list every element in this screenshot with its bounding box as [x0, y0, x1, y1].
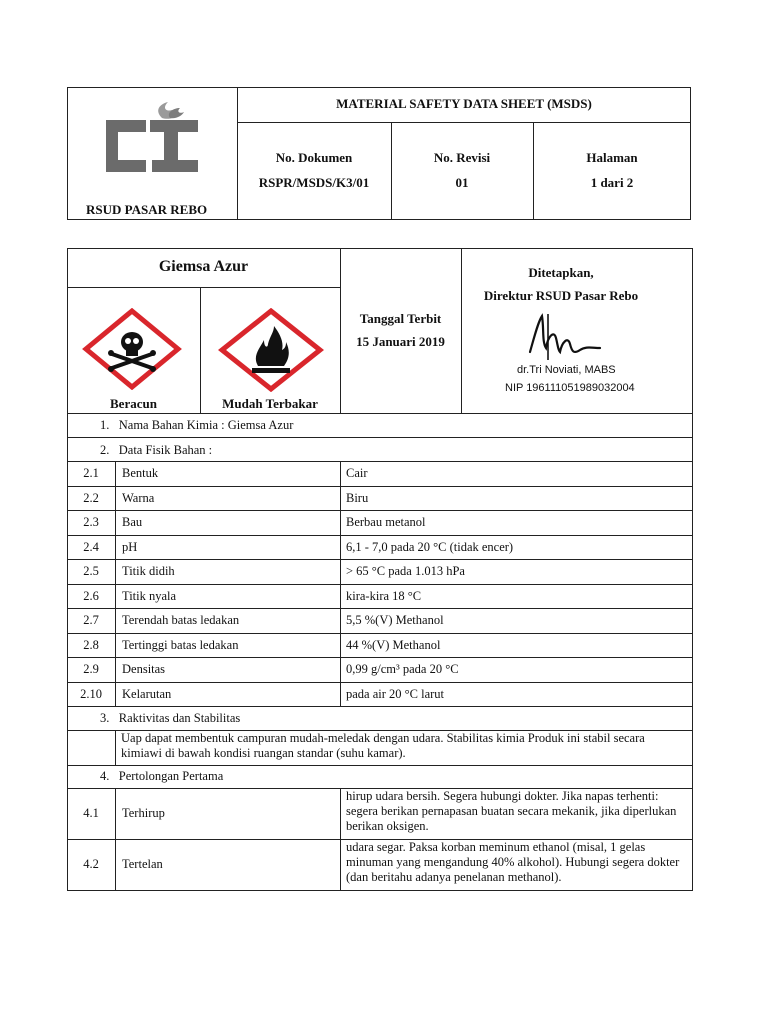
table-row-no: 2.6	[83, 588, 99, 603]
approval-line-1: Ditetapkan,	[528, 265, 594, 280]
first-aid-prop: Tertelan	[122, 857, 163, 871]
section-3-title: 3. Raktivitas dan Stabilitas	[100, 711, 241, 725]
hazard-label-flammable: Mudah Terbakar	[222, 396, 318, 411]
approval-line-2: Direktur RSUD Pasar Rebo	[483, 288, 639, 303]
table-row-property: Tertinggi batas ledakan	[122, 637, 239, 652]
section-4-title: 4. Pertolongan Pertama	[100, 769, 224, 783]
table-row-property: Terendah batas ledakan	[122, 613, 240, 627]
chemical-name: Giemsa Azur	[158, 258, 249, 275]
table-row-value: Cair	[346, 466, 368, 480]
hospital-logo-icon	[104, 100, 200, 180]
table-row-no: 2.2	[83, 490, 99, 505]
row-divider	[67, 633, 693, 634]
row-divider	[67, 413, 693, 414]
table-row-value: > 65 °C pada 1.013 hPa	[346, 564, 465, 578]
first-aid-value: hirup udara bersih. Segera hubungi dokter. Jika napas terhenti: segera berikan pernapasan buatan secara mekanik, jika diperlukan berikan oksigen.	[346, 789, 677, 833]
signer-nip: NIP 196111051989032004	[505, 382, 635, 394]
table-row-property: Titik nyala	[122, 588, 177, 603]
row-divider	[67, 657, 693, 658]
col-divider	[115, 730, 116, 765]
issue-date-value: 15 Januari 2019	[356, 334, 445, 349]
row-divider	[67, 765, 693, 766]
table-row-property: Bentuk	[122, 466, 159, 480]
first-aid-value: udara segar. Paksa korban meminum ethanol (misal, 1 gelas minuman yang mengandung 40% alkohol). Hubungi segera dokter (dan beritahu adanya penelanan methanol).	[346, 840, 680, 884]
table-row-no: 2.10	[80, 686, 102, 701]
row-divider	[67, 486, 693, 487]
signature-image	[520, 308, 610, 366]
table-row-property: Kelarutan	[122, 686, 172, 701]
table-row-no: 2.8	[83, 637, 99, 652]
row-divider	[67, 510, 693, 511]
row-divider	[67, 461, 693, 462]
row-divider	[67, 706, 693, 707]
signer-name: dr.Tri Noviati, MABS	[517, 364, 616, 376]
hazard-label-toxic: Beracun	[110, 396, 157, 411]
row-divider	[67, 535, 693, 536]
table-row-no: 2.9	[83, 662, 99, 676]
table-row-value: kira-kira 18 °C	[346, 588, 422, 603]
info-divider	[67, 287, 340, 288]
info-divider	[200, 287, 201, 413]
skull-crossbones-icon	[82, 308, 182, 390]
revision-label: No. Revisi	[433, 150, 491, 165]
row-divider	[67, 584, 693, 585]
info-divider	[340, 248, 341, 413]
table-row-no: 2.4	[83, 539, 99, 554]
page-value: 1 dari 2	[590, 175, 634, 190]
table-row-property: Densitas	[122, 662, 166, 676]
first-aid-no: 4.2	[83, 857, 99, 871]
flame-icon	[218, 308, 324, 392]
table-row-value: Biru	[346, 490, 369, 505]
row-divider	[67, 437, 693, 438]
table-row-value: 5,5 %(V) Methanol	[346, 613, 444, 627]
page-label: Halaman	[586, 150, 638, 165]
row-divider	[67, 559, 693, 560]
header-divider	[533, 122, 534, 220]
table-row-property: Warna	[122, 490, 155, 505]
table-row-value: pada air 20 °C larut	[346, 686, 445, 701]
section-1-title: 1. Nama Bahan Kimia : Giemsa Azur	[100, 418, 294, 432]
table-row-property: Titik didih	[122, 564, 175, 578]
table-row-no: 2.7	[83, 613, 99, 627]
issue-date-label: Tanggal Terbit	[359, 311, 442, 326]
doc-number-label: No. Dokumen	[275, 150, 353, 165]
table-row-property: pH	[122, 539, 138, 554]
table-row-value: Berbau metanol	[346, 515, 426, 529]
row-divider	[67, 682, 693, 683]
header-divider	[237, 122, 691, 123]
table-row-no: 2.3	[83, 515, 99, 529]
section-2-title: 2. Data Fisik Bahan :	[100, 443, 213, 457]
row-divider	[67, 608, 693, 609]
revision-value: 01	[455, 175, 469, 190]
table-row-no: 2.1	[83, 466, 99, 480]
document-title: MATERIAL SAFETY DATA SHEET (MSDS)	[336, 96, 592, 111]
table-row-value: 44 %(V) Methanol	[346, 637, 441, 652]
table-row-no: 2.5	[83, 564, 99, 578]
table-row-property: Bau	[122, 515, 143, 529]
header-divider	[391, 122, 392, 220]
table-row-value: 6,1 - 7,0 pada 20 °C (tidak encer)	[346, 539, 514, 554]
first-aid-no: 4.1	[83, 806, 99, 820]
institution-name: RSUD PASAR REBO	[86, 202, 208, 217]
table-row-value: 0,99 g/cm³ pada 20 °C	[346, 662, 459, 676]
doc-number-value: RSPR/MSDS/K3/01	[258, 175, 370, 190]
section-3-text: Uap dapat membentuk campuran mudah-meledak dengan udara. Stabilitas kimia Produk ini stabil secara kimiawi di bawah kondisi ruangan standar (suhu kamar).	[121, 731, 645, 760]
first-aid-prop: Terhirup	[122, 806, 165, 820]
